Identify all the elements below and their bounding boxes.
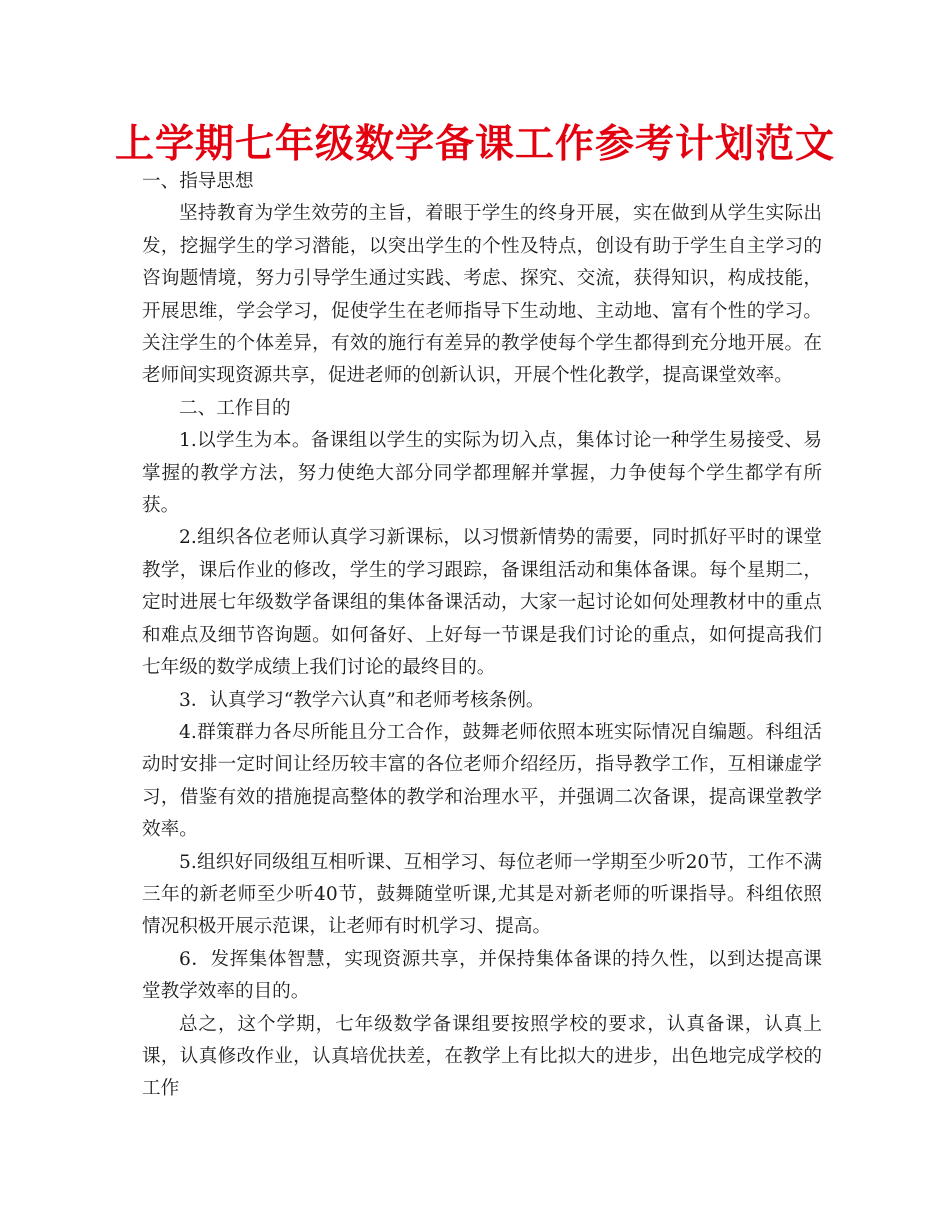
paragraph-item-2: 2.组织各位老师认真学习新课标，以习惯新情势的需要，同时抓好平时的课堂教学，课后作业的修改，学生的学习跟踪，备课组活动和集体备课。每个星期二，定时进展七年级数学备课组的集体备课活动，大家一起讨论如何处理教材中的重点和难点及细节咨询题。如何备好、上好每一节课是我们讨论的重点，如何提高我们七年级的数学成绩上我们讨论的最终目的。: [142, 527, 822, 679]
paragraph-item-4: 4.群策群力各尽所能且分工合作，鼓舞老师依照本班实际情况自编题。科组活动时安排一定时间让经历较丰富的各位老师介绍经历，指导教学工作，互相谦虚学习，借鉴有效的措施提高整体的教学和治理水平，并强调二次备课，提高课堂教学效率。: [142, 721, 822, 841]
document-title: 上学期七年级数学备课工作参考计划范文: [114, 121, 835, 167]
paragraph-conclusion: 总之，这个学期，七年级数学备课组要按照学校的要求，认真备课，认真上课，认真修改作业，认真培优扶差，在教学上有比拟大的进步，出色地完成学校的工作: [142, 1013, 822, 1100]
paragraph-item-3: 3．认真学习“教学六认真”和老师考核条例。: [179, 689, 545, 711]
section-heading-work-goals: 二、工作目的: [179, 397, 291, 419]
paragraph-guiding-thought: 坚持教育为学生效劳的主旨，着眼于学生的终身开展，实在做到从学生实际出发，挖掘学生的学习潜能，以突出学生的个性及特点，创设有助于学生自主学习的咨询题情境，努力引导学生通过实践、考虑、探究、交流，获得知识，构成技能，开展思维，学会学习，促使学生在老师指导下生动地、主动地、富有个性的学习。关注学生的个体差异，有效的施行有差异的教学使每个学生都得到充分地开展。在老师间实现资源共享，促进老师的创新认识，开展个性化教学，提高课堂效率。: [142, 203, 822, 387]
paragraph-item-1: 1.以学生为本。备课组以学生的实际为切入点，集体讨论一种学生易接受、易掌握的教学方法，努力使绝大部分同学都理解并掌握，力争使每个学生都学有所获。: [142, 430, 822, 517]
section-heading-guiding-thought: 一、指导思想: [142, 171, 254, 192]
paragraph-item-5: 5.组织好同级组互相听课、互相学习、每位老师一学期至少听20节，工作不满三年的新老师至少听40节，鼓舞随堂听课,尤其是对新老师的听课指导。科组依照情况积极开展示范课，让老师有时机学习、提高。: [142, 851, 822, 938]
paragraph-item-6: 6．发挥集体智慧，实现资源共享，并保持集体备课的持久性，以到达提高课堂教学效率的目的。: [142, 948, 822, 1003]
document-body: [142, 166, 822, 1106]
